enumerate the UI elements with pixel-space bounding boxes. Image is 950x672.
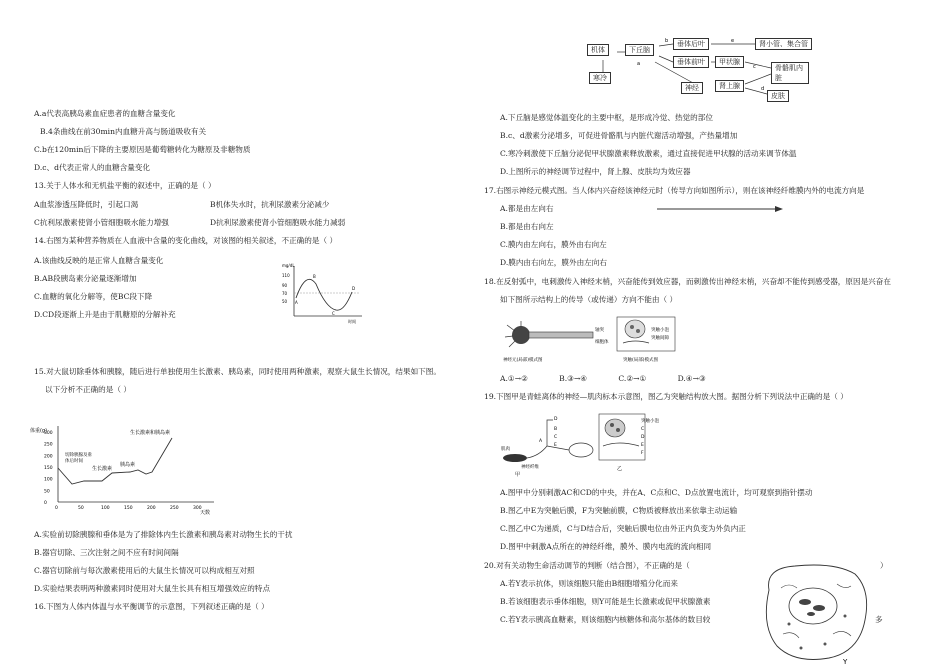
q15-y-tick: 100 [44, 477, 53, 483]
q19-label-fiber: 神经纤维 [521, 465, 539, 470]
q18-option-c: C.②→① [618, 374, 647, 383]
anterior-pituitary-box: 垂体前叶 [673, 56, 709, 68]
q20-stem: 20.对有关动物生命活动调节的判断（结合图），不正确的是（ [484, 561, 690, 570]
q12-option-c: C.b在120min后下降的主要原因是葡萄糖转化为糖原及非糖物质 [34, 145, 251, 154]
q14-point-label: D [352, 286, 356, 291]
q15-stem: 15.对大鼠切除垂体和胰腺，随后进行单独使用生长激素、胰岛素，同时使用两种激素，观察大鼠生长情况，结果如下图。 [34, 367, 441, 376]
q14-point-label: C [332, 311, 335, 316]
q19-label-jia: 甲 [515, 472, 521, 478]
q19-label: E [554, 443, 557, 448]
q15-annotation: 体后时间 [65, 459, 83, 464]
q17-option-d: D.膜内由右向左，膜外由左向右 [500, 258, 607, 267]
q15-x-tick: 0 [55, 506, 58, 511]
q20-tail: 多 [875, 615, 883, 624]
q12-option-a: A.a代表高胰岛素血症患者的血糖含量变化 [34, 109, 176, 118]
q19-label: B [554, 427, 558, 432]
q14-tick: 110 [282, 273, 290, 278]
q20-cell-figure [755, 560, 873, 668]
thyroid-box: 甲状腺 [715, 56, 744, 68]
q14-option-d: D.CD段逐渐上升是由于肌糖原的分解补充 [34, 310, 176, 319]
q15-annotation: 生长激素和胰岛素 [130, 430, 171, 436]
q12-option-d: D.c、d代表正常人的血糖含量变化 [34, 163, 151, 172]
thermo-water-diagram [585, 32, 945, 106]
q15-stem-2: 以下分析不正确的是（ ） [45, 385, 131, 394]
q15-x-tick: 250 [170, 506, 179, 511]
q18-label-axon: 轴突 [595, 328, 604, 333]
diagram-label-b: b [665, 38, 669, 44]
cold-box: 寒冷 [589, 72, 611, 84]
q13-stem: 13.关于人体水和无机盐平衡的叙述中，正确的是（ ） [34, 181, 216, 190]
q15-option-a: A.实验前切除胰腺和垂体是为了排除体内生长激素和胰岛素对动物生长的干扰 [34, 530, 293, 539]
q13-option-b: B机体失水时，抗利尿激素分泌减少 [210, 200, 330, 209]
q15-x-tick: 300 [193, 506, 202, 511]
q15-xlabel: 天数 [200, 510, 211, 516]
muscle-box: 骨骼肌内脏 [771, 62, 809, 84]
q15-growth-chart [28, 418, 228, 518]
q14-glucose-chart [282, 262, 366, 324]
q19-label: C [554, 435, 558, 440]
diagram-label-e: e [731, 38, 735, 44]
q15-option-b: B.器官切除、三次注射之间不应有时间间隔 [34, 548, 179, 557]
q15-annotation: 胰岛素 [120, 462, 136, 468]
q18-neuron-figure [499, 315, 689, 367]
q15-annotation: 生长激素 [92, 466, 113, 472]
hypothalamus-box: 下丘脑 [625, 44, 654, 56]
q16-option-a: A.下丘脑是感觉体温变化的主要中枢，是形成冷觉、热觉的部位 [500, 113, 713, 122]
q20-option-c: C.若Y表示胰高血糖素，则该细胞内核糖体和高尔基体的数目较 [500, 615, 711, 624]
body-box: 机体 [587, 44, 609, 56]
q13-option-d: D抗利尿激素使肾小管细胞吸水能力减弱 [210, 218, 346, 227]
q18-options-row [500, 374, 706, 384]
q15-x-ticks [55, 505, 202, 511]
q15-y-tick: 250 [44, 442, 53, 448]
q19-label-yi: 乙 [617, 466, 623, 472]
q15-y-tick: 50 [44, 489, 50, 495]
q19-label: E [641, 443, 644, 448]
q17-neuron-arrow [655, 205, 785, 213]
q18-label-cellbody: 细胞体 [595, 340, 609, 345]
q14-ylabel: mg/dL [282, 263, 295, 268]
q20-option-a: A.若Y表示抗体，则该细胞只能由B细胞增殖分化而来 [500, 579, 678, 588]
q15-annotation: 切除胰腺及垂 [65, 453, 92, 458]
q19-option-b: B.图乙中E为突触后膜，F为突触前膜，C物质被释放出来依靠主动运输 [500, 506, 738, 515]
q19-label: F [641, 451, 644, 456]
q13-option-a: A血浆渗透压降低时，引起口渴 [34, 200, 139, 209]
q15-option-d: D.实验结果表明两种激素同时使用对大鼠生长具有相互增强效应的特点 [34, 584, 271, 593]
posterior-pituitary-box: 垂体后叶 [673, 38, 709, 50]
q16-option-b: B.c、d激素分泌增多，可促进骨骼肌与内脏代谢活动增强，产热量增加 [500, 131, 738, 140]
q19-label: C [641, 427, 645, 432]
q14-tick: 90 [282, 283, 288, 288]
q18-option-a: A.①→② [500, 374, 528, 383]
q18-stem-2: 如下图所示结构上的传导（或传递）方向不能由（ ） [500, 295, 678, 304]
q14-xlabel: 时间 [348, 319, 356, 324]
q15-option-c: C.器官切除前与每次激素使用后的大鼠生长情况可以构成相互对照 [34, 566, 255, 575]
q17-stem: 17.右图示神经元模式图。当人体内兴奋经该神经元时（传导方向如图所示），则在该神经纤维膜内外的电流方向是 [484, 186, 865, 195]
q20-paren: ） [880, 561, 888, 570]
q18-label-cleft: 突触间隙 [651, 336, 669, 341]
kidney-box: 肾小管、集合管 [755, 38, 812, 50]
q14-option-b: B.AB段胰岛素分泌量逐渐增加 [34, 274, 137, 283]
q19-option-a: A.图甲中分别刺激AC和CD的中央，并在A、C点和C、D点放置电流计，均可观察到指针摆动 [500, 488, 813, 497]
nerve-box: 神经 [681, 82, 703, 94]
q12-option-b: B.4条曲线在前30min内血糖升高与肠道吸收有关 [40, 127, 207, 136]
q15-ylabel: 体重(g) [30, 428, 48, 434]
q17-option-c: C.膜内由左向右，膜外由右向左 [500, 240, 607, 249]
q15-y-tick: 0 [44, 501, 47, 506]
q16-stem: 16.下图为人体内体温与水平衡调节的示意图，下列叙述正确的是（ ） [34, 602, 269, 611]
q18-option-d: D.④→③ [677, 374, 706, 383]
q19-option-c: C.图乙中C为递质，C与D结合后，突触后膜电位由外正内负变为外负内正 [500, 524, 746, 533]
q19-label: D [641, 435, 645, 440]
q14-point-label: B [313, 274, 316, 279]
adrenal-box: 肾上腺 [715, 80, 744, 92]
q19-option-d: D.图甲中刺激A点所在的神经纤维，膜外、膜内电流的流向相同 [500, 542, 712, 551]
q17-option-a: A.都是由左向右 [500, 204, 554, 213]
q19-stem: 19.下图甲是青蛙离体的神经—肌肉标本示意图，图乙为突触结构放大图。据图分析下列说法中正确的是（ ） [484, 392, 848, 401]
q16-option-c: C.寒冷刺激使下丘脑分泌促甲状腺激素释放激素，通过直接促进甲状腺的活动来调节体温 [500, 149, 797, 158]
q16-option-d: D.上图所示的神经调节过程中，肾上腺、皮肤均为效应器 [500, 167, 691, 176]
q15-x-tick: 50 [78, 506, 84, 511]
q15-x-tick: 200 [147, 506, 156, 511]
q15-y-tick: 300 [44, 431, 53, 436]
q20-y-label: Y [843, 658, 848, 666]
diagram-label-c: c [753, 64, 756, 70]
q14-option-c: C.血糖的氧化分解等，使BC段下降 [34, 292, 153, 301]
right-column [475, 0, 950, 672]
q20-option-b: B.若该细胞表示垂体细胞，则Y可能是生长激素或促甲状腺激素 [500, 597, 711, 606]
q18-option-b: B.③→④ [559, 374, 588, 383]
q14-stem: 14.右图为某种营养物质在人血液中含量的变化曲线，对该图的相关叙述，不正确的是（ ） [34, 236, 338, 245]
q13-option-c: C抗利尿激素使肾小管细胞吸水能力增强 [34, 218, 169, 227]
q15-y-ticks [44, 430, 53, 506]
q14-point-label: A [295, 300, 298, 305]
q18-label-vesicle: 突触小泡 [651, 328, 669, 333]
diagram-label-d: d [761, 86, 765, 92]
q19-label: D [554, 417, 558, 422]
q18-caption-2: 突触(局部)模式图 [623, 358, 659, 363]
q18-caption-1: 神经元(局部)模式图 [503, 358, 543, 363]
q14-tick: 70 [282, 291, 288, 296]
diagram-label-a: a [637, 61, 641, 67]
q14-option-a: A.该曲线反映的是正常人血糖含量变化 [34, 256, 164, 265]
q15-x-tick: 150 [124, 506, 133, 511]
q18-stem: 18.在反射弧中，电刺激传入神经末梢，兴奋能传到效应器，而刺激传出神经末梢，兴奋却不能传到感受器，原因是兴奋在 [484, 277, 891, 286]
q15-x-tick: 100 [101, 506, 110, 511]
q19-label: A [539, 439, 543, 444]
skin-box: 皮肤 [767, 90, 789, 102]
q19-label: 突触小泡 [641, 419, 659, 424]
q15-y-tick: 150 [44, 466, 53, 471]
q17-option-b: B.都是由右向左 [500, 222, 554, 231]
q19-label-muscle: 肌肉 [501, 447, 510, 452]
q19-nerve-muscle-figure [499, 410, 689, 480]
q14-tick: 50 [282, 299, 288, 304]
q15-y-tick: 200 [44, 454, 53, 460]
